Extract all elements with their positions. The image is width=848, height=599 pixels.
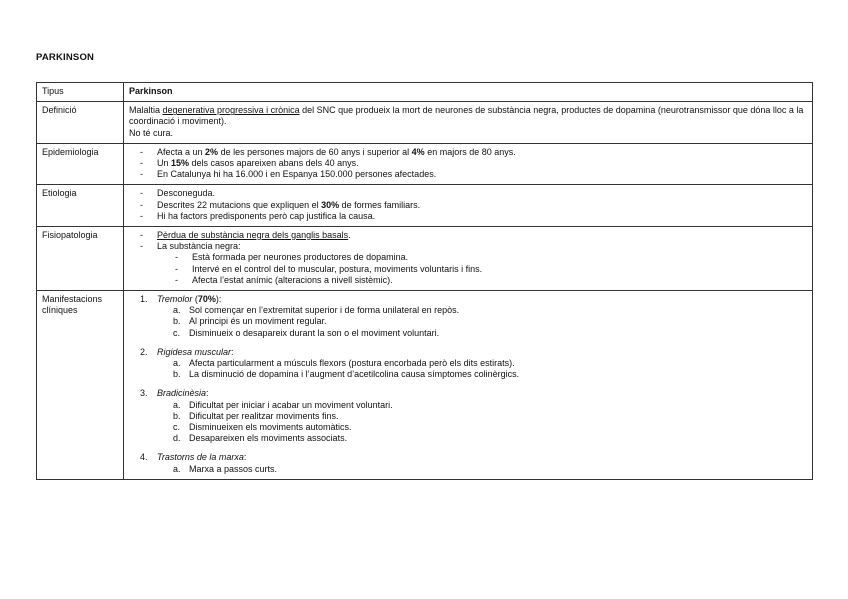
fisiopatologia-label: Fisiopatologia bbox=[37, 227, 124, 291]
sub-list bbox=[157, 305, 807, 339]
manifestacions-list bbox=[129, 294, 807, 475]
epidemiologia-list bbox=[129, 147, 807, 181]
sub-list bbox=[157, 400, 807, 445]
sub-list-item: c. Disminueixen els moviments automàtics. bbox=[173, 422, 352, 433]
epidemiologia-content bbox=[124, 143, 813, 185]
page-title: PARKINSON bbox=[36, 52, 95, 63]
list-item: 2. Rigidesa muscular: a. Afecta particularment a músculs flexors (postura encorbada però els dits estirats). b. La disminució de dopamina i l’augment d’acetilcolina causa símptomes colinèrgics. bbox=[129, 347, 807, 381]
list-item: 3. Bradicinèsia: a. Dificultat per iniciar i acabar un moviment voluntari. b. Dificultat per realitzar moviments fins. c. Disminueixen els moviments automàtics. d. Desapareixen els moviments associats. bbox=[129, 388, 807, 444]
definicio-text-line2: No té cura. bbox=[129, 127, 174, 138]
definicio-content bbox=[124, 102, 813, 144]
table-row-header bbox=[37, 83, 813, 102]
etiologia-list bbox=[129, 188, 807, 222]
list-item: - La substància negra: - Està formada per neurones productores de dopamina. - Intervé en el control del to muscular, postura, moviments voluntaris i fins. - Afecta l’estat anímic (alteracions a nivell sistèmic). bbox=[140, 241, 807, 286]
sub-list-item: - Intervé en el control del to muscular, postura, moviments voluntaris i fins. bbox=[175, 264, 807, 275]
list-item: - Desconeguda. bbox=[140, 188, 807, 199]
list-item: - Afecta a un 2% de les persones majors de 60 anys i superior al 4% en majors de 80 anys. bbox=[140, 147, 807, 158]
sub-list-item: a. Sol començar en l’extremitat superior i de forma unilateral en repòs. bbox=[173, 305, 460, 316]
definicio-text-underlined: degenerativa progressiva i crònica bbox=[162, 105, 300, 116]
sub-list bbox=[157, 358, 807, 380]
manifestacions-content bbox=[124, 291, 813, 480]
table-row-definicio bbox=[37, 102, 813, 144]
sub-list-item: a. Dificultat per iniciar i acabar un moviment voluntari. bbox=[173, 399, 393, 410]
table-row-manifestacions bbox=[37, 291, 813, 480]
sub-list-item: - Està formada per neurones productores de dopamina. bbox=[175, 252, 807, 263]
fisiopatologia-sublist bbox=[157, 252, 807, 286]
header-value-cell: Parkinson bbox=[124, 83, 813, 102]
sub-list-item: c. Disminueix o desapareix durant la son o el moviment voluntari. bbox=[173, 327, 440, 338]
list-item: - Hi ha factors predisponents però cap justifica la causa. bbox=[140, 211, 807, 222]
sub-list bbox=[157, 464, 807, 475]
fisiopatologia-content bbox=[124, 227, 813, 291]
sub-list-item: b. Dificultat per realitzar moviments fins. bbox=[173, 410, 339, 421]
etiologia-content bbox=[124, 185, 813, 227]
definicio-label: Definició bbox=[37, 102, 124, 144]
sub-list-item: a. Afecta particularment a músculs flexors (postura encorbada però els dits estirats). bbox=[173, 358, 515, 369]
info-table bbox=[36, 82, 813, 480]
definicio-text-pre: Malaltia bbox=[129, 105, 163, 116]
list-item: - En Catalunya hi ha 16.000 i en Espanya 150.000 persones afectades. bbox=[140, 169, 807, 180]
sub-list-item: b. La disminució de dopamina i l’augment d’acetilcolina causa símptomes colinèrgics. bbox=[173, 369, 520, 380]
table-row-fisiopatologia bbox=[37, 227, 813, 291]
definicio-text-post: del SNC que produeix la mort de neurones de substància negra, productes de dopamina (neurotransmissor que dóna lloc a la coordinació i moviment). bbox=[129, 105, 804, 127]
list-item: 4. Trastorns de la marxa: a. Marxa a passos curts. bbox=[129, 452, 807, 474]
epidemiologia-label: Epidemiologia bbox=[37, 143, 124, 185]
sub-list-item: b. Al principi és un moviment regular. bbox=[173, 316, 327, 327]
list-item: - Un 15% dels casos apareixen abans dels 40 anys. bbox=[140, 158, 807, 169]
sub-list-item: d. Desapareixen els moviments associats. bbox=[173, 433, 348, 444]
list-item: - Descrites 22 mutacions que expliquen el 30% de formes familiars. bbox=[140, 200, 807, 211]
list-item: - Pèrdua de substància negra dels ganglis basals. bbox=[140, 230, 807, 241]
table-row-epidemiologia bbox=[37, 143, 813, 185]
etiologia-label: Etiologia bbox=[37, 185, 124, 227]
manifestacions-label: Manifestacions clíniques bbox=[37, 291, 124, 480]
list-item: 1. Tremolor (70%): a. Sol començar en l’extremitat superior i de forma unilateral en repòs. b. Al principi és un moviment regular. c. Disminueix o desapareix durant la son o el moviment voluntari. bbox=[129, 294, 807, 339]
fisiopatologia-list bbox=[129, 230, 807, 286]
header-label-cell: Tipus bbox=[37, 83, 124, 102]
sub-list-item: - Afecta l’estat anímic (alteracions a nivell sistèmic). bbox=[175, 275, 807, 286]
sub-list-item: a. Marxa a passos curts. bbox=[173, 463, 278, 474]
table-row-etiologia bbox=[37, 185, 813, 227]
